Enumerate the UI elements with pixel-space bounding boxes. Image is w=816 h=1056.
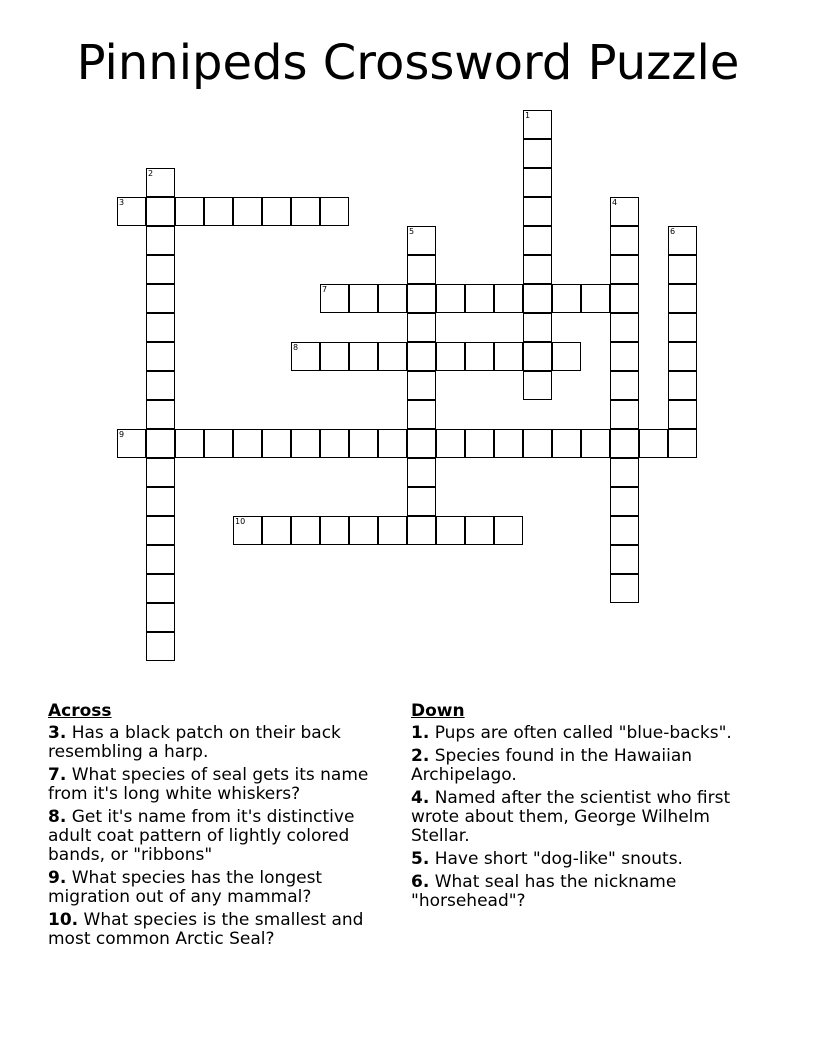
grid-cell[interactable] xyxy=(233,516,262,545)
across-clue-list xyxy=(48,724,393,949)
grid-cell[interactable] xyxy=(146,197,175,226)
grid-cell[interactable] xyxy=(407,487,436,516)
grid-cell[interactable] xyxy=(233,429,262,458)
grid-cell[interactable] xyxy=(407,400,436,429)
grid-cell[interactable] xyxy=(320,197,349,226)
grid-cell[interactable] xyxy=(610,197,639,226)
clue-number: 1. xyxy=(411,723,430,743)
grid-cell[interactable] xyxy=(668,284,697,313)
grid-cell[interactable] xyxy=(523,313,552,342)
clue-number-label: 8 xyxy=(293,343,299,352)
down-clue xyxy=(411,850,756,869)
grid-cell[interactable] xyxy=(146,226,175,255)
grid-cell[interactable] xyxy=(349,516,378,545)
grid-cell[interactable] xyxy=(494,429,523,458)
grid-cell[interactable] xyxy=(233,197,262,226)
grid-cell[interactable] xyxy=(610,226,639,255)
grid-cell[interactable] xyxy=(146,371,175,400)
grid-cell[interactable] xyxy=(407,342,436,371)
across-clue xyxy=(48,724,393,762)
grid-cell[interactable] xyxy=(436,342,465,371)
grid-cell[interactable] xyxy=(146,342,175,371)
clue-number: 4. xyxy=(411,788,430,808)
down-clue-list xyxy=(411,724,756,911)
clue-text: What seal has the nickname "horsehead"? xyxy=(411,872,677,911)
grid-cell[interactable] xyxy=(552,284,581,313)
grid-cell[interactable] xyxy=(175,429,204,458)
clue-number-label: 2 xyxy=(148,169,154,178)
grid-cell[interactable] xyxy=(349,429,378,458)
grid-cell[interactable] xyxy=(378,284,407,313)
down-clue xyxy=(411,747,756,785)
grid-cell[interactable] xyxy=(349,284,378,313)
grid-cell[interactable] xyxy=(407,371,436,400)
grid-cell[interactable] xyxy=(610,429,639,458)
grid-cell[interactable] xyxy=(407,284,436,313)
clue-number-label: 10 xyxy=(235,517,246,526)
grid-cell[interactable] xyxy=(175,197,204,226)
grid-cell[interactable] xyxy=(494,516,523,545)
grid-cell[interactable] xyxy=(610,516,639,545)
clue-number-label: 4 xyxy=(612,198,618,207)
across-clues xyxy=(48,702,393,953)
clue-text: What species has the longest migration out of any mammal? xyxy=(48,868,323,907)
grid-cell[interactable] xyxy=(610,284,639,313)
grid-cell[interactable] xyxy=(407,516,436,545)
grid-cell[interactable] xyxy=(320,342,349,371)
grid-cell[interactable] xyxy=(465,516,494,545)
grid-cell[interactable] xyxy=(349,342,378,371)
grid-cell[interactable] xyxy=(204,197,233,226)
grid-cell[interactable] xyxy=(262,197,291,226)
grid-cell[interactable] xyxy=(610,545,639,574)
grid-cell[interactable] xyxy=(436,516,465,545)
down-clues xyxy=(411,702,756,915)
grid-cell[interactable] xyxy=(465,342,494,371)
clue-text: Have short "dog-like" snouts. xyxy=(434,849,683,869)
clue-text: What species of seal gets its name from it's long white whiskers? xyxy=(48,765,369,804)
clue-text: Has a black patch on their back resembling a harp. xyxy=(48,723,341,762)
grid-cell[interactable] xyxy=(523,371,552,400)
clue-text: Pups are often called "blue-backs". xyxy=(434,723,732,743)
grid-cell[interactable] xyxy=(610,255,639,284)
grid-cell[interactable] xyxy=(407,226,436,255)
clue-number: 8. xyxy=(48,807,67,827)
grid-cell[interactable] xyxy=(523,429,552,458)
grid-cell[interactable] xyxy=(668,429,697,458)
grid-cell[interactable] xyxy=(465,284,494,313)
grid-cell[interactable] xyxy=(436,284,465,313)
across-clue xyxy=(48,808,393,865)
grid-cell[interactable] xyxy=(378,429,407,458)
grid-cell[interactable] xyxy=(146,574,175,603)
grid-cell[interactable] xyxy=(378,516,407,545)
clue-number: 6. xyxy=(411,872,430,892)
down-clue xyxy=(411,724,756,743)
grid-cell[interactable] xyxy=(146,458,175,487)
grid-cell[interactable] xyxy=(523,342,552,371)
grid-cell[interactable] xyxy=(146,632,175,661)
grid-cell[interactable] xyxy=(494,342,523,371)
clue-number-label: 6 xyxy=(670,227,676,236)
clue-number-label: 5 xyxy=(409,227,415,236)
grid-cell[interactable] xyxy=(610,342,639,371)
grid-cell[interactable] xyxy=(668,226,697,255)
clue-number: 3. xyxy=(48,723,67,743)
grid-cell[interactable] xyxy=(320,429,349,458)
grid-cell[interactable] xyxy=(291,516,320,545)
grid-cell[interactable] xyxy=(320,516,349,545)
grid-cell[interactable] xyxy=(668,313,697,342)
grid-cell[interactable] xyxy=(581,429,610,458)
grid-cell[interactable] xyxy=(204,429,233,458)
grid-cell[interactable] xyxy=(610,458,639,487)
grid-cell[interactable] xyxy=(407,255,436,284)
clue-number-label: 9 xyxy=(119,430,125,439)
grid-cell[interactable] xyxy=(320,284,349,313)
grid-cell[interactable] xyxy=(146,429,175,458)
grid-cell[interactable] xyxy=(639,429,668,458)
grid-cell[interactable] xyxy=(465,429,494,458)
down-clue xyxy=(411,789,756,846)
clue-text: Get it's name from it's distinctive adult coat pattern of lightly colored bands, or "ribbons" xyxy=(48,807,355,865)
grid-cell[interactable] xyxy=(291,342,320,371)
grid-cell[interactable] xyxy=(668,342,697,371)
clue-number-label: 1 xyxy=(525,111,531,120)
grid-cell[interactable] xyxy=(610,313,639,342)
grid-cell[interactable] xyxy=(146,545,175,574)
grid-cell[interactable] xyxy=(610,400,639,429)
grid-cell[interactable] xyxy=(146,255,175,284)
grid-cell[interactable] xyxy=(117,429,146,458)
grid-cell[interactable] xyxy=(523,197,552,226)
grid-cell[interactable] xyxy=(146,603,175,632)
clue-text: Species found in the Hawaiian Archipelago. xyxy=(411,746,693,785)
grid-cell[interactable] xyxy=(581,284,610,313)
clue-number: 7. xyxy=(48,765,67,785)
grid-cell[interactable] xyxy=(523,139,552,168)
grid-cell[interactable] xyxy=(378,342,407,371)
grid-cell[interactable] xyxy=(262,429,291,458)
grid-cell[interactable] xyxy=(407,429,436,458)
grid-cell[interactable] xyxy=(146,284,175,313)
clue-number-label: 7 xyxy=(322,285,328,294)
clue-number: 9. xyxy=(48,868,67,888)
clue-text: What species is the smallest and most common Arctic Seal? xyxy=(48,910,364,949)
clue-number: 2. xyxy=(411,746,430,766)
grid-cell[interactable] xyxy=(523,255,552,284)
grid-cell[interactable] xyxy=(291,197,320,226)
grid-cell[interactable] xyxy=(436,429,465,458)
grid-cell[interactable] xyxy=(407,313,436,342)
grid-cell[interactable] xyxy=(552,342,581,371)
across-clue xyxy=(48,869,393,907)
clue-number: 5. xyxy=(411,849,430,869)
grid-cell[interactable] xyxy=(668,400,697,429)
grid-cell[interactable] xyxy=(117,197,146,226)
grid-cell[interactable] xyxy=(146,400,175,429)
across-clue xyxy=(48,911,393,949)
across-clue xyxy=(48,766,393,804)
grid-cell[interactable] xyxy=(494,284,523,313)
grid-cell[interactable] xyxy=(668,255,697,284)
grid-cell[interactable] xyxy=(523,110,552,139)
down-heading: Down xyxy=(411,701,465,721)
clue-text: Named after the scientist who first wrote about them, George Wilhelm Stellar. xyxy=(411,788,731,846)
clue-number-label: 3 xyxy=(119,198,125,207)
grid-cell[interactable] xyxy=(146,516,175,545)
grid-cell[interactable] xyxy=(610,487,639,516)
down-clue xyxy=(411,873,756,911)
grid-cell[interactable] xyxy=(523,226,552,255)
page-title: Pinnipeds Crossword Puzzle xyxy=(76,35,740,91)
grid-cell[interactable] xyxy=(523,284,552,313)
grid-cell[interactable] xyxy=(146,168,175,197)
grid-cell[interactable] xyxy=(291,429,320,458)
grid-cell[interactable] xyxy=(552,429,581,458)
grid-cell[interactable] xyxy=(668,371,697,400)
clue-number: 10. xyxy=(48,910,79,930)
grid-cell[interactable] xyxy=(523,168,552,197)
grid-cell[interactable] xyxy=(610,574,639,603)
grid-cell[interactable] xyxy=(262,516,291,545)
across-heading: Across xyxy=(48,701,112,721)
grid-cell[interactable] xyxy=(146,313,175,342)
grid-cell[interactable] xyxy=(146,487,175,516)
grid-cell[interactable] xyxy=(610,371,639,400)
grid-cell[interactable] xyxy=(407,458,436,487)
